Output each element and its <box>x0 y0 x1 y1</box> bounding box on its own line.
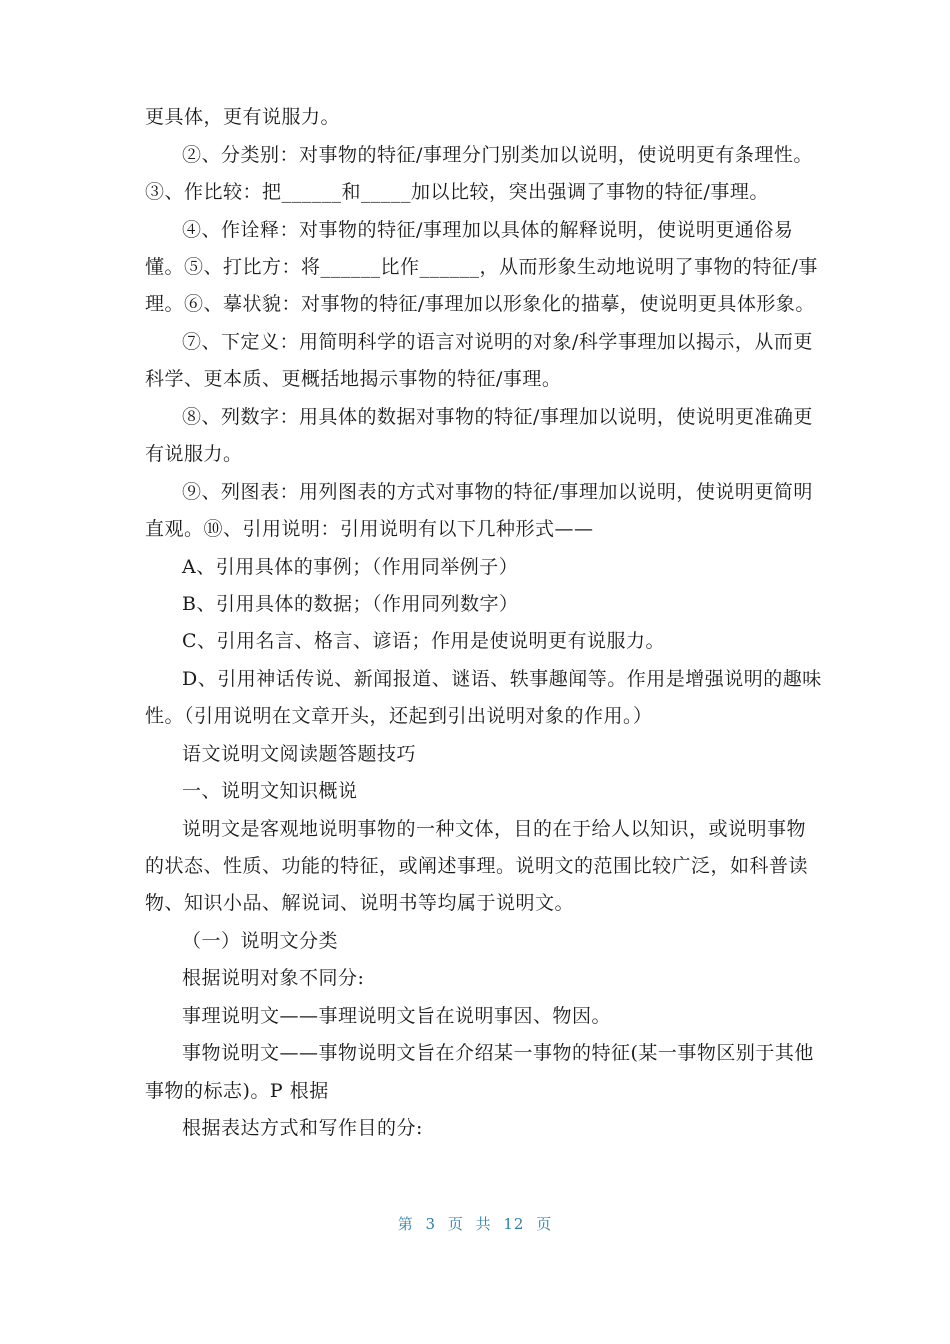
section-heading: （一）说明文分类 <box>182 930 339 952</box>
text-line: D、引用神话传说、新闻报道、谜语、轶事趣闻等。作用是增强说明的趣味 <box>182 668 822 690</box>
text-line: ④、作诠释：对事物的特征/事理加以具体的解释说明，使说明更通俗易 <box>182 219 794 241</box>
section-heading: 一、说明文知识概说 <box>182 780 358 802</box>
text-line: 事物说明文——事物说明文旨在介绍某一事物的特征(某一事物区别于其他 <box>182 1042 814 1064</box>
text-line: 懂。⑤、打比方：将______比作______，从而形象生动地说明了事物的特征/事 <box>145 256 818 278</box>
text-line: B、引用具体的数据；（作用同列数字） <box>182 593 519 615</box>
text-line: 物、知识小品、解说词、说明书等均属于说明文。 <box>145 892 575 914</box>
text-line: 的状态、性质、功能的特征，或阐述事理。说明文的范围比较广泛，如科普读 <box>145 855 809 877</box>
text-line: ②、分类别：对事物的特征/事理分门别类加以说明，使说明更有条理性。 <box>182 144 813 166</box>
text-line: 根据说明对象不同分: <box>182 967 365 989</box>
text-line: 科学、更本质、更概括地揭示事物的特征/事理。 <box>145 368 562 390</box>
text-line: 根据表达方式和写作目的分: <box>182 1117 423 1139</box>
text-line: 事理说明文——事理说明文旨在说明事因、物因。 <box>182 1005 612 1027</box>
page-number-footer: 第 3 页 共 12 页 <box>397 1215 553 1233</box>
text-line: A、引用具体的事例；（作用同举例子） <box>182 556 519 578</box>
text-line: ⑧、列数字：用具体的数据对事物的特征/事理加以说明，使说明更准确更 <box>182 406 813 428</box>
section-heading: 语文说明文阅读题答题技巧 <box>182 743 417 765</box>
text-line: ⑨、列图表：用列图表的方式对事物的特征/事理加以说明，使说明更简明 <box>182 481 813 503</box>
text-line: 直观。⑩、引用说明：引用说明有以下几种形式—— <box>145 518 594 540</box>
text-line: 说明文是客观地说明事物的一种文体，目的在于给人以知识，或说明事物 <box>182 818 807 840</box>
text-line: 事物的标志)。P 根据 <box>145 1080 329 1102</box>
text-line: 理。⑥、摹状貌：对事物的特征/事理加以形象化的描摹，使说明更具体形象。 <box>145 293 815 315</box>
text-line: C、引用名言、格言、谚语；作用是使说明更有说服力。 <box>182 630 666 652</box>
text-line: 更具体，更有说服力。 <box>145 106 341 128</box>
text-line: 性。（引用说明在文章开头，还起到引出说明对象的作用。） <box>145 705 653 727</box>
text-line: ③、作比较：把______和_____加以比较，突出强调了事物的特征/事理。 <box>145 181 769 203</box>
text-line: ⑦、下定义：用简明科学的语言对说明的对象/科学事理加以揭示，从而更 <box>182 331 813 353</box>
text-line: 有说服力。 <box>145 443 243 465</box>
